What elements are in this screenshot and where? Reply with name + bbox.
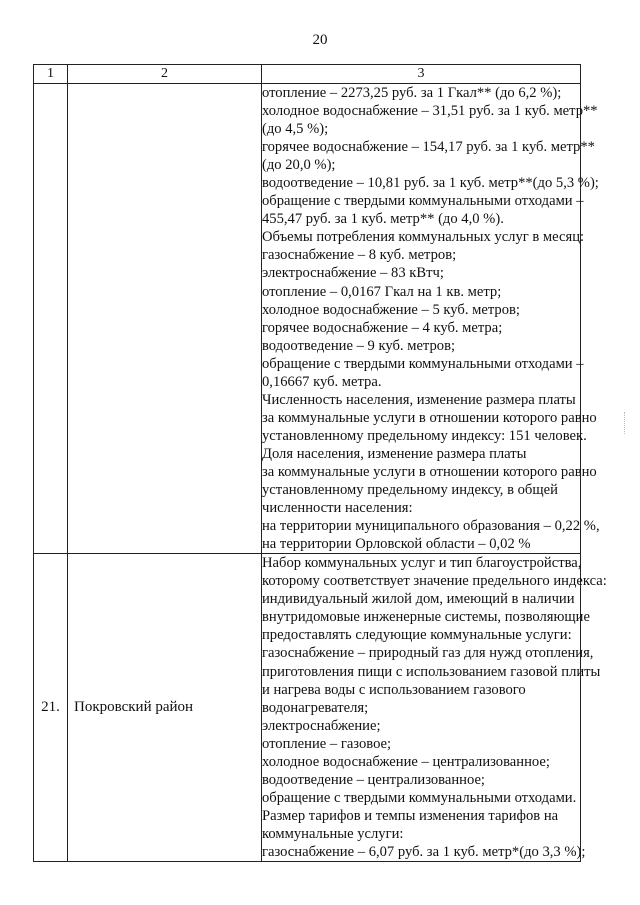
text-line: газоснабжение – 8 куб. метров;	[262, 247, 457, 264]
text-line: водонагревателя;	[262, 699, 369, 716]
margin-mark	[624, 412, 628, 434]
text-line: (до 20,0 %);	[262, 157, 336, 174]
table-row	[34, 84, 581, 554]
text-line: горячее водоснабжение – 154,17 руб. за 1 куб. метр**	[262, 139, 595, 156]
description-cell	[262, 84, 600, 554]
text-line: на территории муниципального образования – 0,22 %,	[262, 518, 600, 535]
text-line: водоотведение – 9 куб. метров;	[262, 337, 456, 354]
text-line: (до 4,5 %);	[262, 121, 329, 138]
text-line: обращение с твердыми коммунальными отходами –	[262, 355, 584, 372]
row-number-cell	[34, 84, 68, 554]
text-line: за коммунальные услуги в отношении которого равно	[262, 409, 597, 426]
text-line: и нагрева воды с использованием газового	[262, 681, 526, 698]
text-line: 0,16667 куб. метра.	[262, 373, 382, 390]
text-line: коммунальные услуги:	[262, 825, 404, 842]
text-line: которому соответствует значение предельного индекса:	[262, 573, 607, 590]
text-line: холодное водоснабжение – 31,51 руб. за 1 куб. метр**	[262, 103, 598, 120]
region-cell	[68, 84, 262, 554]
text-line: электроснабжение;	[262, 717, 381, 734]
description-cell	[262, 554, 607, 862]
text-line: обращение с твердыми коммунальными отходами.	[262, 789, 577, 806]
text-line: холодное водоснабжение – 5 куб. метров;	[262, 301, 520, 318]
text-line: обращение с твердыми коммунальными отходами –	[262, 193, 584, 210]
text-line: отопление – 2273,25 руб. за 1 Гкал** (до 6,2 %);	[262, 85, 562, 101]
table-row	[34, 554, 581, 862]
text-line: Доля населения, изменение размера платы	[262, 445, 527, 462]
text-line: водоотведение – 10,81 руб. за 1 куб. метр**(до 5,3 %);	[262, 175, 599, 192]
text-line: отопление – газовое;	[262, 735, 392, 752]
text-line: отопление – 0,0167 Гкал на 1 кв. метр;	[262, 283, 502, 300]
text-line: холодное водоснабжение – централизованное;	[262, 753, 550, 770]
text-line: газоснабжение – природный газ для нужд отопления,	[262, 645, 594, 662]
text-line: горячее водоснабжение – 4 куб. метра;	[262, 319, 503, 336]
row-number-cell: 21.	[34, 554, 68, 862]
text-line: Численность населения, изменение размера платы	[262, 391, 576, 408]
text-line: за коммунальные услуги в отношении которого равно	[262, 463, 597, 480]
region-cell: Покровский район	[68, 554, 262, 862]
column-header-3: 3	[262, 65, 581, 84]
text-line: 455,47 руб. за 1 куб. метр** (до 4,0 %).	[262, 211, 504, 228]
text-line: численности населения:	[262, 500, 413, 517]
text-line: индивидуальный жилой дом, имеющий в наличии	[262, 591, 575, 608]
text-line: электроснабжение – 83 кВтч;	[262, 265, 444, 282]
text-line: внутридомовые инженерные системы, позволяющие	[262, 609, 590, 626]
page-number: 20	[312, 32, 328, 48]
text-line: Объемы потребления коммунальных услуг в месяц:	[262, 229, 585, 246]
text-line: установленному предельному индексу: 151 человек.	[262, 427, 587, 444]
text-line: предоставлять следующие коммунальные услуги:	[262, 627, 572, 644]
text-line: газоснабжение – 6,07 руб. за 1 куб. метр*(до 3,3 %);	[262, 843, 586, 860]
text-line: приготовления пищи с использованием газовой плиты	[262, 663, 601, 680]
text-line: Размер тарифов и темпы изменения тарифов на	[262, 807, 559, 824]
column-header-1: 1	[34, 65, 68, 84]
document-table	[33, 64, 607, 862]
text-line: на территории Орловской области – 0,02 %	[262, 536, 531, 553]
text-line: водоотведение – централизованное;	[262, 771, 485, 788]
text-line: установленному предельному индексу, в общей	[262, 482, 558, 499]
table-header-row	[34, 65, 581, 84]
text-line: Набор коммунальных услуг и тип благоустройства,	[262, 555, 582, 572]
column-header-2: 2	[68, 65, 262, 84]
